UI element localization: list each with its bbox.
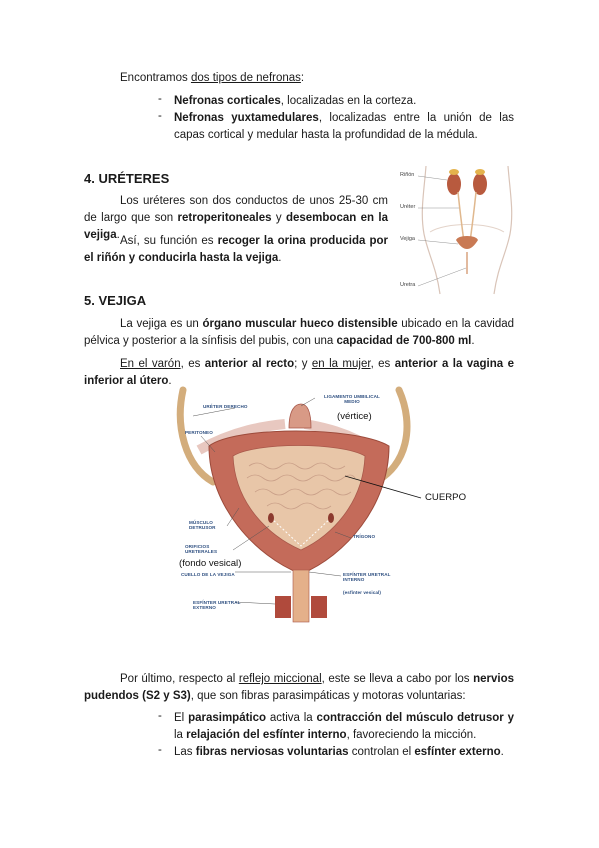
bladder-figure [175,386,475,626]
label-ligamento: LIGAMENTO UMBILICAL MEDIO [324,394,380,404]
label-esfinter-vesical: (esfínter vesical) [343,590,382,595]
reflejo-paragraph: Por último, respecto al reflejo miccional, este se lleva a cabo por los nervios pudendos (S2 y S3), que son fibras parasimpáticas y motoras voluntarias: [84,673,514,702]
section-heading-ureteres: 4. URÉTERES [84,171,170,186]
label-esfinter-externo: ESFÍNTER URETRAL EXTERNO [193,600,241,610]
list-item-cortical: Nefronas corticales, localizadas en la corteza. [174,95,417,107]
ureteres-paragraph-2: Así, su función es recoger la orina producida por el riñón y conducirla hasta la vejiga. [84,235,388,264]
list-dash: - [158,710,162,722]
label-cuerpo: CUERPO [425,492,467,503]
reflejo-item-voluntarias: Las fibras nerviosas voluntarias controlan el esfínter externo. [174,746,504,758]
label-trigono: TRÍGONO [353,534,376,539]
reflejo-item-parasimpatico: El parasimpático activa la contracción del músculo detrusor y la relajación del esfínter interno, favoreciendo la micción. [174,712,515,741]
label-orificios: ORIFICIOS URETERALES [185,544,218,554]
vejiga-paragraph-1: La vejiga es un órgano muscular hueco distensible ubicado en la cavidad pélvica y posterior a la sínfisis del pubis, con una capacidad de 700-800 ml. [84,318,515,347]
list-dash: - [158,93,162,105]
label-musculo-detrusor: MÚSCULO DETRUSOR [189,520,216,530]
list-dash: - [158,110,162,122]
label-ureter-derecho: URÉTER DERECHO [203,404,248,409]
label-uretra: Uretra [400,282,416,288]
label-esfinter-interno: ESFÍNTER URETRAL INTERNO [343,572,391,582]
label-fondo-vesical: (fondo vesical) [179,558,242,569]
vejiga-paragraph-2: En el varón, es anterior al recto; y en la mujer, es anterior a la vagina e inferior al útero. [84,358,514,387]
label-cuello: CUELLO DE LA VEJIGA [181,572,235,577]
label-vejiga: Vejiga [400,236,415,242]
list-dash: - [158,744,162,756]
label-ureter: Uréter [400,204,416,210]
label-vertice: (vértice) [337,411,372,422]
urinary-tract-figure [396,162,516,298]
label-rinon: Riñón [400,172,415,178]
label-peritoneo: PERITONEO [185,430,213,435]
section-heading-vejiga: 5. VEJIGA [84,293,147,308]
list-item-yuxtamedular: Nefronas yuxtamedulares, localizadas entre la unión de las capas cortical y medular hasta la profundidad de la médula. [174,112,514,141]
ureteres-paragraph-1: Los uréteres son dos conductos de unos 25-30 cm de largo que son retroperitoneales y desembocan en la vejiga. [84,195,388,241]
intro-paragraph: Encontramos dos tipos de nefronas: [120,72,305,84]
